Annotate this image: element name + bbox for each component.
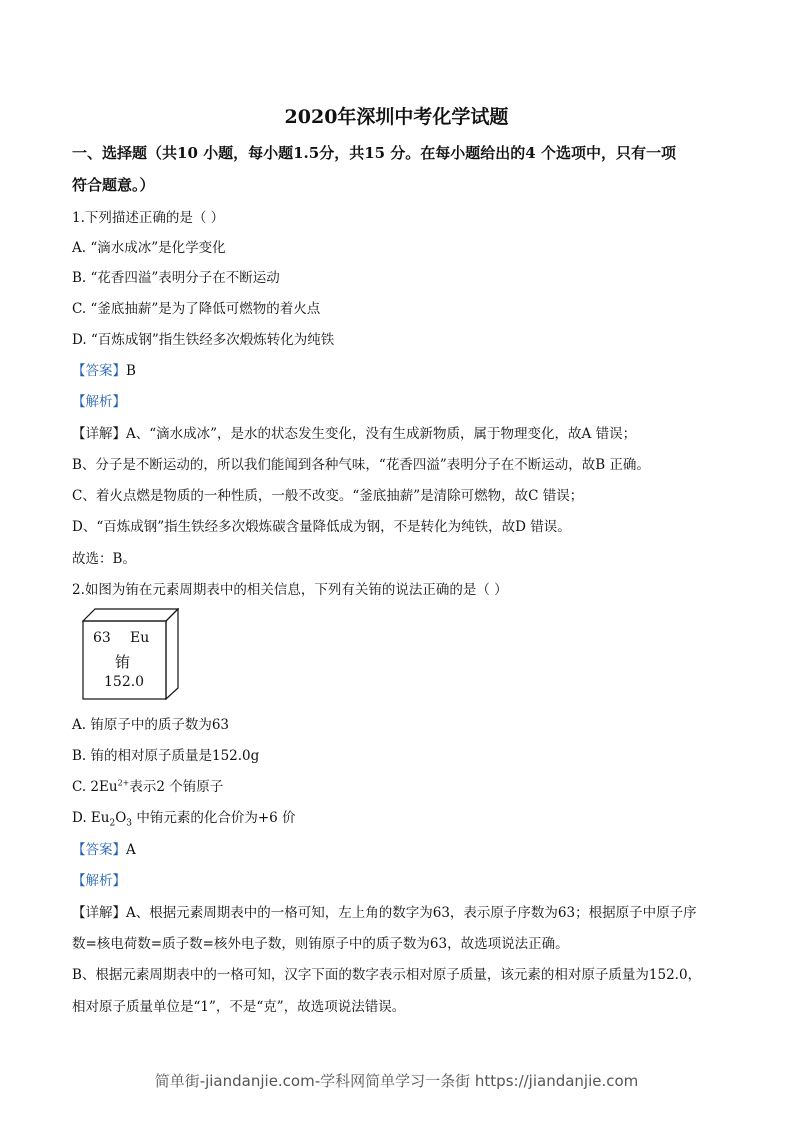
q1-detail-line2: B、分子是不断运动的，所以我们能闻到各种气味，“花香四溢”表明分子在不断运动，故B 正确。: [72, 457, 650, 473]
section-heading-line2: 符合题意。）: [72, 176, 155, 194]
q2-option-c-prefix: C. 2Eu: [72, 779, 118, 795]
q1-analysis-tag: 【解析】: [72, 394, 126, 410]
q2-option-d: [72, 806, 296, 829]
page-title: 2020年深圳中考化学试题: [284, 106, 509, 128]
q2-option-d-sub1: 2: [109, 818, 116, 829]
q2-answer: [72, 838, 136, 858]
element-name: 铕: [115, 653, 131, 671]
q2-detail-line1: [72, 901, 697, 921]
q2-option-a: A. 铕原子中的质子数为63: [72, 717, 230, 733]
q1-detail-line1: [72, 422, 636, 442]
q2-detail-line2: 数=核电荷数=质子数=核外电子数，则铕原子中的质子数为63，故选项说法正确。: [72, 936, 569, 952]
element-cell-figure: [82, 608, 179, 700]
q1-option-b: B. “花香四溢”表明分子在不断运动: [72, 270, 280, 286]
q1-conclusion: 故选：B。: [72, 551, 136, 567]
q1-detail-text1: A、“滴水成冰”，是水的状态发生变化，没有生成新物质，属于物理变化，故A 错误；: [126, 426, 637, 442]
q2-answer-value: A: [126, 842, 136, 858]
q1-detail-line3: C、着火点燃是物质的一种性质，一般不改变。“釜底抽薪”是清除可燃物，故C 错误；: [72, 488, 584, 504]
element-symbol: Eu: [130, 630, 150, 646]
q2-detail-text1: A、根据元素周期表中的一格可知，左上角的数字为63，表示原子序数为63；根据原子中原子序: [126, 905, 697, 921]
q2-detail-line3: B、根据元素周期表中的一格可知，汉字下面的数字表示相对原子质量，该元素的相对原子质量为152.0，: [72, 967, 702, 983]
section-heading-line1: 一、选择题（共10 小题，每小题1.5分，共15 分。在每小题给出的4 个选项中，只有一项: [72, 144, 676, 162]
q1-option-d: D. “百炼成钢”指生铁经多次煅炼转化为纯铁: [72, 332, 335, 348]
q1-stem: 1.下列描述正确的是（ ）: [72, 210, 225, 226]
q2-detail-line4: 相对原子质量单位是“1”，不是“克”，故选项说法错误。: [72, 999, 406, 1015]
page-footer: 简单街-jiandanjie.com-学科网简单学习一条街 https://jiandanjie.com: [154, 1072, 639, 1090]
q1-answer: [72, 359, 136, 379]
q2-option-d-prefix: D. Eu: [72, 810, 110, 826]
element-mass: 152.0: [104, 674, 145, 690]
q2-option-c-charge: 2+: [117, 778, 130, 788]
q2-stem: 2.如图为铕在元素周期表中的相关信息，下列有关铕的说法正确的是（ ）: [72, 582, 508, 598]
q2-option-d-mid: O: [115, 810, 127, 826]
q2-answer-tag: 【答案】: [72, 842, 126, 858]
q1-option-c: C. “釜底抽薪”是为了降低可燃物的着火点: [72, 301, 321, 317]
q2-option-c: [72, 775, 223, 795]
q1-answer-tag: 【答案】: [72, 363, 126, 379]
q1-answer-value: B: [126, 363, 136, 379]
q1-detail-line4: D、“百炼成钢”指生铁经多次煅炼碳含量降低成为钢，不是转化为纯铁，故D 错误。: [72, 519, 571, 535]
q1-option-a: A. “滴水成冰”是化学变化: [72, 240, 226, 256]
q2-option-d-sub2: 3: [126, 818, 133, 829]
element-number: 63: [93, 630, 111, 646]
q1-detail-tag: 【详解】: [72, 426, 126, 442]
q2-detail-tag: 【详解】: [72, 905, 126, 921]
q2-option-b: B. 铕的相对原子质量是152.0g: [72, 748, 260, 764]
q2-option-c-suffix: 表示2 个铕原子: [129, 779, 224, 795]
q2-option-d-suffix: 中铕元素的化合价为+6 价: [132, 810, 296, 826]
q2-analysis-tag: 【解析】: [72, 873, 126, 889]
